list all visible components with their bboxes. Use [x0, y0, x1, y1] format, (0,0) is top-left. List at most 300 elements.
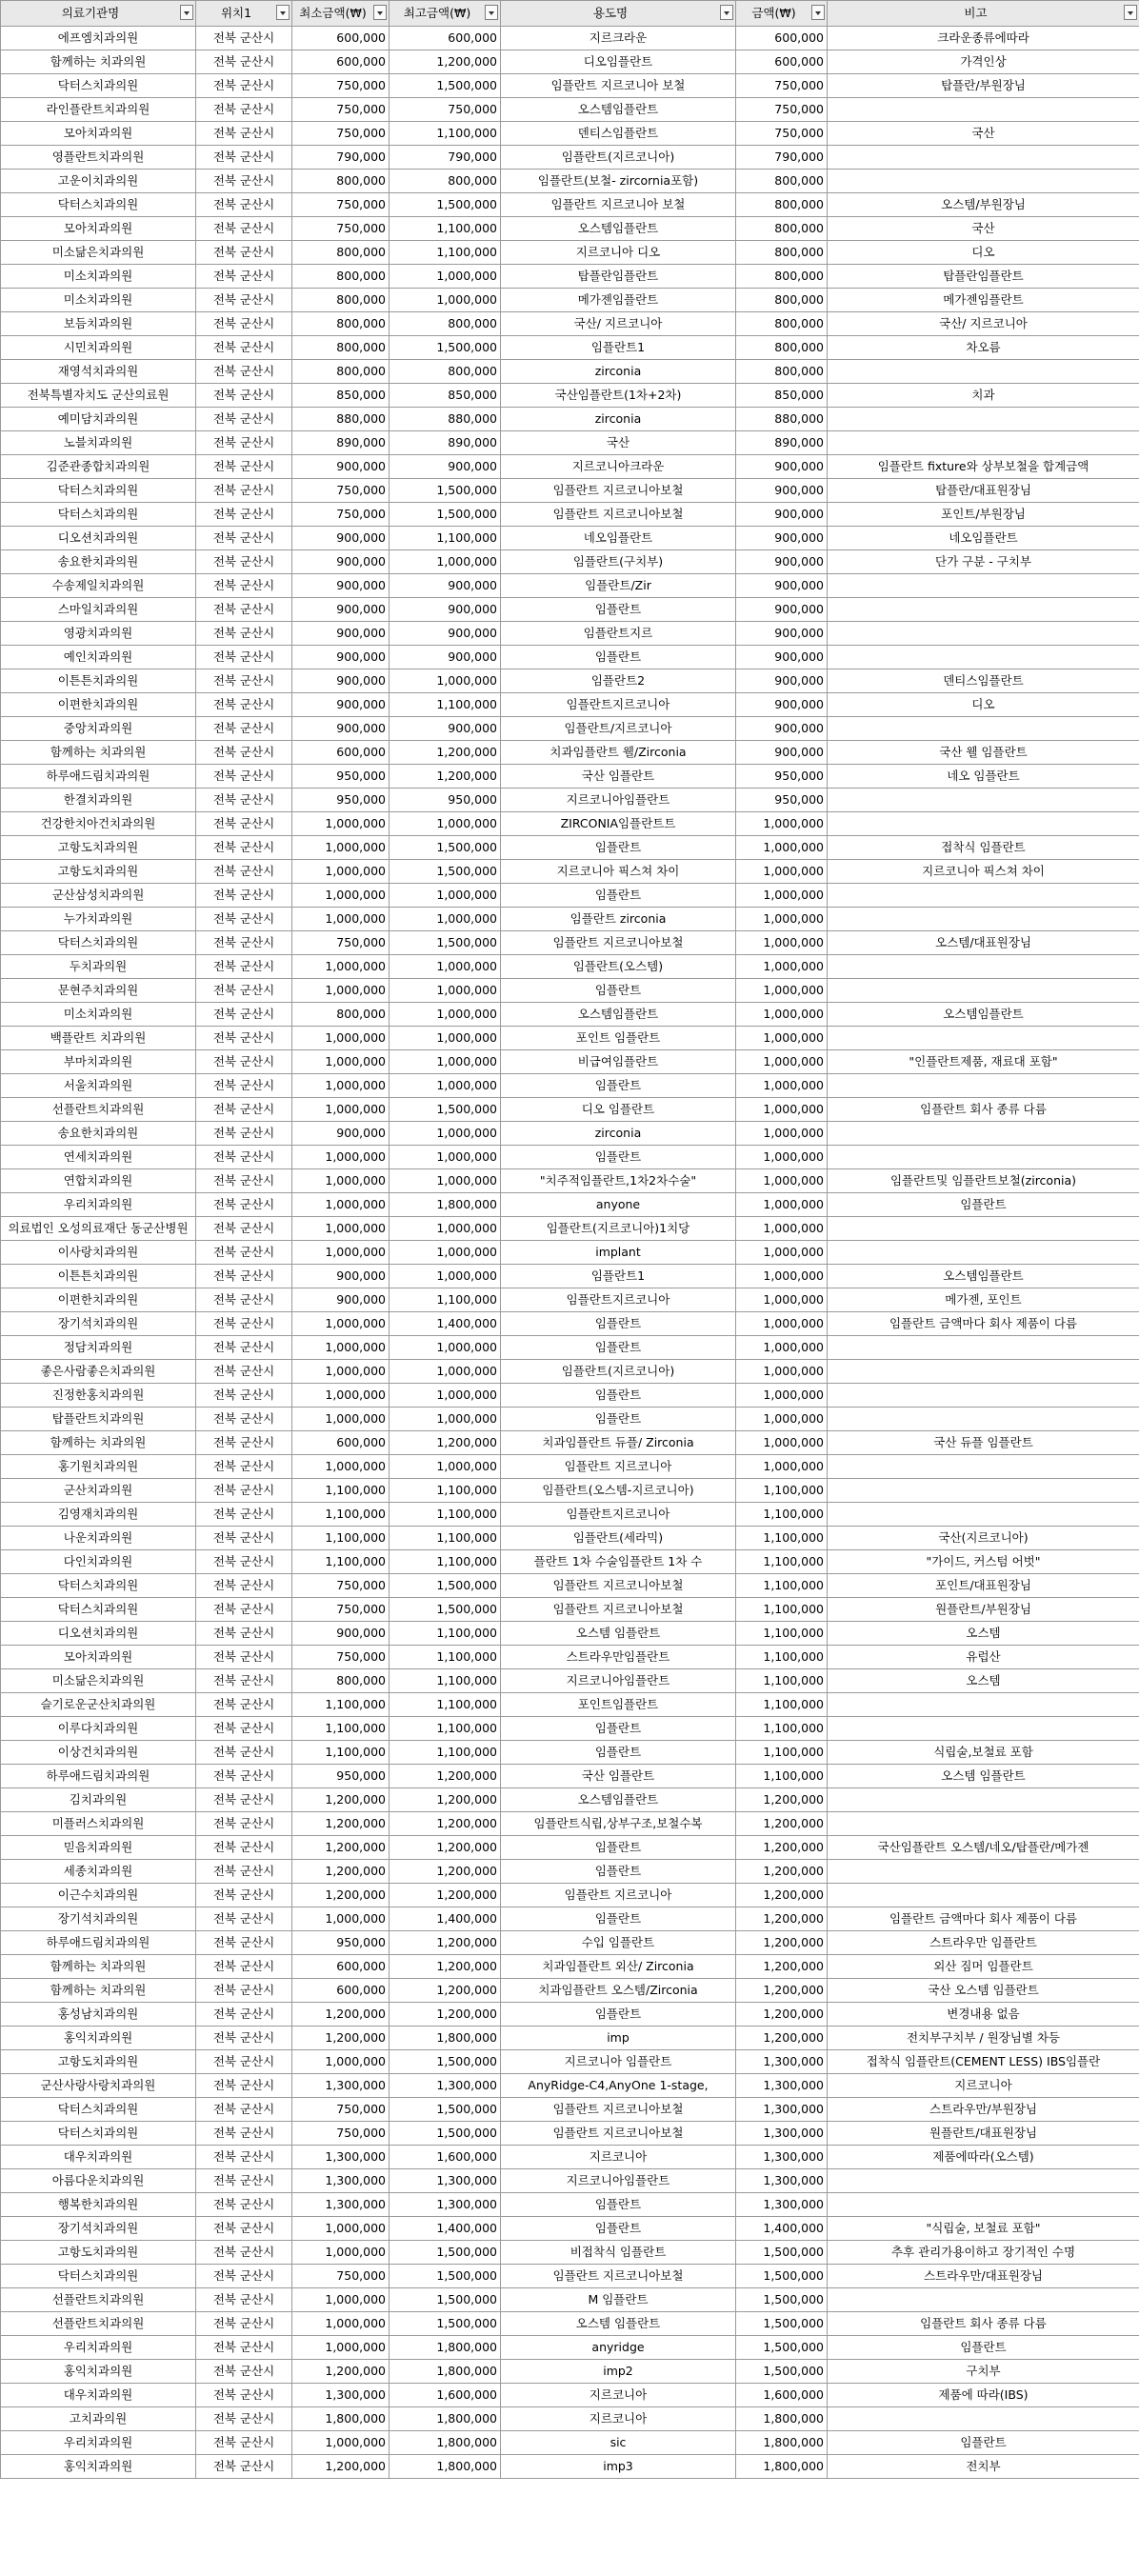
cell-min-price[interactable]: 1,200,000: [292, 1884, 390, 1907]
cell-price[interactable]: 1,000,000: [736, 1217, 828, 1241]
cell-price[interactable]: 800,000: [736, 170, 828, 193]
cell-price[interactable]: 1,000,000: [736, 1408, 828, 1431]
cell-institution[interactable]: 두치과의원: [1, 955, 196, 979]
cell-price[interactable]: 1,200,000: [736, 1884, 828, 1907]
cell-max-price[interactable]: 1,000,000: [390, 1241, 501, 1265]
cell-institution[interactable]: 하루애드림치과의원: [1, 765, 196, 789]
cell-max-price[interactable]: 1,200,000: [390, 2003, 501, 2027]
cell-min-price[interactable]: 600,000: [292, 1431, 390, 1455]
cell-note[interactable]: [828, 812, 1139, 836]
cell-note[interactable]: 오스템임플란트: [828, 1003, 1139, 1027]
cell-location[interactable]: 전북 군산시: [196, 146, 292, 170]
cell-price[interactable]: 1,000,000: [736, 860, 828, 884]
cell-institution[interactable]: 선플란트치과의원: [1, 1098, 196, 1122]
cell-note[interactable]: 원플란트/대표원장님: [828, 2122, 1139, 2146]
cell-institution[interactable]: 디오션치과의원: [1, 527, 196, 550]
cell-usage[interactable]: 국산 임플란트: [501, 765, 736, 789]
cell-max-price[interactable]: 1,100,000: [390, 1550, 501, 1574]
cell-location[interactable]: 전북 군산시: [196, 431, 292, 455]
cell-location[interactable]: 전북 군산시: [196, 908, 292, 931]
cell-location[interactable]: 전북 군산시: [196, 598, 292, 622]
cell-note[interactable]: 지르코니아: [828, 2074, 1139, 2098]
cell-institution[interactable]: 우리치과의원: [1, 2336, 196, 2360]
cell-location[interactable]: 전북 군산시: [196, 1360, 292, 1384]
cell-note[interactable]: [828, 1146, 1139, 1169]
cell-max-price[interactable]: 1,000,000: [390, 669, 501, 693]
cell-note[interactable]: [828, 360, 1139, 384]
cell-price[interactable]: 900,000: [736, 622, 828, 646]
cell-min-price[interactable]: 1,100,000: [292, 1550, 390, 1574]
cell-min-price[interactable]: 750,000: [292, 74, 390, 98]
cell-location[interactable]: 전북 군산시: [196, 2407, 292, 2431]
cell-usage[interactable]: 지르코니아: [501, 2146, 736, 2169]
cell-institution[interactable]: 닥터스치과의원: [1, 503, 196, 527]
cell-min-price[interactable]: 1,000,000: [292, 860, 390, 884]
cell-max-price[interactable]: 750,000: [390, 98, 501, 122]
cell-min-price[interactable]: 1,200,000: [292, 2455, 390, 2479]
cell-min-price[interactable]: 800,000: [292, 1003, 390, 1027]
cell-usage[interactable]: ZIRCONIA임플란트트: [501, 812, 736, 836]
cell-note[interactable]: [828, 1122, 1139, 1146]
cell-institution[interactable]: 고항도치과의원: [1, 2241, 196, 2265]
cell-institution[interactable]: 고운이치과의원: [1, 170, 196, 193]
cell-price[interactable]: 1,200,000: [736, 1812, 828, 1836]
cell-location[interactable]: 전북 군산시: [196, 1408, 292, 1431]
cell-institution[interactable]: 함께하는 치과의원: [1, 1955, 196, 1979]
cell-max-price[interactable]: 1,100,000: [390, 217, 501, 241]
cell-min-price[interactable]: 800,000: [292, 241, 390, 265]
cell-note[interactable]: [828, 789, 1139, 812]
cell-institution[interactable]: 이루다치과의원: [1, 1717, 196, 1741]
cell-price[interactable]: 1,100,000: [736, 1741, 828, 1765]
cell-location[interactable]: 전북 군산시: [196, 2431, 292, 2455]
cell-usage[interactable]: 임플란트(지르코니아): [501, 1360, 736, 1384]
cell-min-price[interactable]: 900,000: [292, 1622, 390, 1646]
cell-max-price[interactable]: 1,000,000: [390, 1217, 501, 1241]
cell-usage[interactable]: 임플란트(지르코니아)1치당: [501, 1217, 736, 1241]
cell-min-price[interactable]: 1,200,000: [292, 2003, 390, 2027]
cell-usage[interactable]: 비접착식 임플란트: [501, 2241, 736, 2265]
cell-min-price[interactable]: 900,000: [292, 550, 390, 574]
cell-location[interactable]: 전북 군산시: [196, 1098, 292, 1122]
cell-max-price[interactable]: 1,200,000: [390, 1955, 501, 1979]
cell-location[interactable]: 전북 군산시: [196, 1193, 292, 1217]
cell-min-price[interactable]: 950,000: [292, 765, 390, 789]
cell-location[interactable]: 전북 군산시: [196, 622, 292, 646]
cell-note[interactable]: [828, 1241, 1139, 1265]
cell-usage[interactable]: 임플란트: [501, 1384, 736, 1408]
cell-max-price[interactable]: 1,300,000: [390, 2169, 501, 2193]
cell-min-price[interactable]: 1,000,000: [292, 979, 390, 1003]
cell-price[interactable]: 600,000: [736, 50, 828, 74]
cell-min-price[interactable]: 1,200,000: [292, 2360, 390, 2384]
cell-institution[interactable]: 중앙치과의원: [1, 717, 196, 741]
cell-institution[interactable]: 장기석치과의원: [1, 1312, 196, 1336]
cell-note[interactable]: [828, 884, 1139, 908]
cell-institution[interactable]: 모아치과의원: [1, 122, 196, 146]
cell-max-price[interactable]: 1,400,000: [390, 2217, 501, 2241]
cell-location[interactable]: 전북 군산시: [196, 1717, 292, 1741]
cell-usage[interactable]: 임플란트: [501, 1717, 736, 1741]
cell-max-price[interactable]: 1,500,000: [390, 2050, 501, 2074]
cell-note[interactable]: 원플란트/부원장님: [828, 1598, 1139, 1622]
cell-note[interactable]: 디오: [828, 241, 1139, 265]
cell-min-price[interactable]: 1,200,000: [292, 1860, 390, 1884]
cell-max-price[interactable]: 1,000,000: [390, 1360, 501, 1384]
cell-min-price[interactable]: 750,000: [292, 1574, 390, 1598]
cell-location[interactable]: 전북 군산시: [196, 931, 292, 955]
cell-note[interactable]: 추후 관리가용이하고 장기적인 수명: [828, 2241, 1139, 2265]
cell-price[interactable]: 1,000,000: [736, 1312, 828, 1336]
cell-min-price[interactable]: 750,000: [292, 2098, 390, 2122]
cell-institution[interactable]: 영광치과의원: [1, 622, 196, 646]
cell-price[interactable]: 1,500,000: [736, 2312, 828, 2336]
cell-note[interactable]: 오스템: [828, 1622, 1139, 1646]
cell-institution[interactable]: 진정한홍치과의원: [1, 1384, 196, 1408]
cell-price[interactable]: 1,100,000: [736, 1527, 828, 1550]
cell-max-price[interactable]: 800,000: [390, 170, 501, 193]
cell-min-price[interactable]: 1,000,000: [292, 1193, 390, 1217]
cell-usage[interactable]: 임플란트: [501, 646, 736, 669]
cell-min-price[interactable]: 1,000,000: [292, 2241, 390, 2265]
cell-usage[interactable]: 국산임플란트(1차+2차): [501, 384, 736, 408]
cell-price[interactable]: 1,000,000: [736, 1384, 828, 1408]
cell-min-price[interactable]: 750,000: [292, 217, 390, 241]
cell-max-price[interactable]: 1,200,000: [390, 1431, 501, 1455]
cell-max-price[interactable]: 1,600,000: [390, 2146, 501, 2169]
cell-max-price[interactable]: 1,000,000: [390, 955, 501, 979]
cell-location[interactable]: 전북 군산시: [196, 1574, 292, 1598]
cell-location[interactable]: 전북 군산시: [196, 74, 292, 98]
cell-usage[interactable]: 임플란트: [501, 1336, 736, 1360]
cell-usage[interactable]: 지르코니아크라운: [501, 455, 736, 479]
cell-price[interactable]: 900,000: [736, 693, 828, 717]
cell-institution[interactable]: 노블치과의원: [1, 431, 196, 455]
cell-price[interactable]: 1,000,000: [736, 884, 828, 908]
cell-price[interactable]: 1,100,000: [736, 1765, 828, 1788]
cell-institution[interactable]: 닥터스치과의원: [1, 2122, 196, 2146]
cell-min-price[interactable]: 1,000,000: [292, 1217, 390, 1241]
cell-min-price[interactable]: 1,000,000: [292, 1336, 390, 1360]
cell-min-price[interactable]: 750,000: [292, 2265, 390, 2288]
cell-note[interactable]: [828, 646, 1139, 669]
cell-institution[interactable]: 미소치과의원: [1, 289, 196, 312]
cell-note[interactable]: 변경내용 없음: [828, 2003, 1139, 2027]
cell-location[interactable]: 전북 군산시: [196, 1455, 292, 1479]
cell-usage[interactable]: 임플란트: [501, 2217, 736, 2241]
cell-institution[interactable]: 부마치과의원: [1, 1050, 196, 1074]
cell-location[interactable]: 전북 군산시: [196, 1479, 292, 1503]
cell-note[interactable]: 디오: [828, 693, 1139, 717]
cell-location[interactable]: 전북 군산시: [196, 884, 292, 908]
cell-location[interactable]: 전북 군산시: [196, 265, 292, 289]
cell-price[interactable]: 1,000,000: [736, 979, 828, 1003]
cell-usage[interactable]: 임플란트 지르코니아보철: [501, 2265, 736, 2288]
cell-note[interactable]: 임플란트및 임플란트보철(zirconia): [828, 1169, 1139, 1193]
cell-note[interactable]: 유럽산: [828, 1646, 1139, 1669]
cell-institution[interactable]: 선플란트치과의원: [1, 2288, 196, 2312]
cell-institution[interactable]: 군산치과의원: [1, 1479, 196, 1503]
cell-location[interactable]: 전북 군산시: [196, 408, 292, 431]
cell-location[interactable]: 전북 군산시: [196, 1765, 292, 1788]
cell-institution[interactable]: 스마일치과의원: [1, 598, 196, 622]
cell-usage[interactable]: AnyRidge-C4,AnyOne 1-stage,: [501, 2074, 736, 2098]
cell-note[interactable]: [828, 574, 1139, 598]
cell-institution[interactable]: 좋은사람좋은치과의원: [1, 1360, 196, 1384]
cell-note[interactable]: [828, 1503, 1139, 1527]
cell-max-price[interactable]: 1,800,000: [390, 2360, 501, 2384]
cell-min-price[interactable]: 750,000: [292, 122, 390, 146]
cell-institution[interactable]: 송요한치과의원: [1, 1122, 196, 1146]
cell-location[interactable]: 전북 군산시: [196, 1074, 292, 1098]
cell-note[interactable]: [828, 1812, 1139, 1836]
cell-institution[interactable]: 모아치과의원: [1, 1646, 196, 1669]
cell-location[interactable]: 전북 군산시: [196, 1169, 292, 1193]
cell-usage[interactable]: 임플란트지르: [501, 622, 736, 646]
cell-price[interactable]: 800,000: [736, 360, 828, 384]
cell-usage[interactable]: 지르코니아 디오: [501, 241, 736, 265]
cell-note[interactable]: 탑플란/대표원장님: [828, 479, 1139, 503]
cell-location[interactable]: 전북 군산시: [196, 1431, 292, 1455]
cell-usage[interactable]: 임플란트: [501, 1074, 736, 1098]
cell-price[interactable]: 750,000: [736, 98, 828, 122]
cell-price[interactable]: 890,000: [736, 431, 828, 455]
cell-max-price[interactable]: 1,800,000: [390, 2027, 501, 2050]
cell-price[interactable]: 800,000: [736, 289, 828, 312]
cell-location[interactable]: 전북 군산시: [196, 2241, 292, 2265]
cell-institution[interactable]: 연합치과의원: [1, 1169, 196, 1193]
cell-institution[interactable]: 함께하는 치과의원: [1, 1979, 196, 2003]
cell-institution[interactable]: 아름다운치과의원: [1, 2169, 196, 2193]
cell-min-price[interactable]: 750,000: [292, 2122, 390, 2146]
cell-note[interactable]: 포인트/대표원장님: [828, 1574, 1139, 1598]
cell-max-price[interactable]: 1,100,000: [390, 1741, 501, 1765]
cell-note[interactable]: 국산(지르코니아): [828, 1527, 1139, 1550]
cell-institution[interactable]: 홍익치과의원: [1, 2027, 196, 2050]
cell-price[interactable]: 880,000: [736, 408, 828, 431]
cell-location[interactable]: 전북 군산시: [196, 1622, 292, 1646]
cell-price[interactable]: 750,000: [736, 74, 828, 98]
cell-max-price[interactable]: 1,500,000: [390, 2098, 501, 2122]
cell-price[interactable]: 1,500,000: [736, 2265, 828, 2288]
cell-min-price[interactable]: 790,000: [292, 146, 390, 170]
cell-max-price[interactable]: 1,600,000: [390, 2384, 501, 2407]
cell-location[interactable]: 전북 군산시: [196, 2288, 292, 2312]
cell-location[interactable]: 전북 군산시: [196, 2312, 292, 2336]
cell-institution[interactable]: 예인치과의원: [1, 646, 196, 669]
cell-max-price[interactable]: 1,800,000: [390, 1193, 501, 1217]
cell-location[interactable]: 전북 군산시: [196, 1122, 292, 1146]
cell-max-price[interactable]: 1,500,000: [390, 931, 501, 955]
cell-max-price[interactable]: 1,200,000: [390, 1765, 501, 1788]
cell-location[interactable]: 전북 군산시: [196, 2122, 292, 2146]
cell-note[interactable]: [828, 1074, 1139, 1098]
cell-institution[interactable]: 장기석치과의원: [1, 1907, 196, 1931]
cell-min-price[interactable]: 900,000: [292, 527, 390, 550]
cell-max-price[interactable]: 1,000,000: [390, 1336, 501, 1360]
cell-institution[interactable]: 디오션치과의원: [1, 1622, 196, 1646]
cell-note[interactable]: 차오름: [828, 336, 1139, 360]
cell-price[interactable]: 850,000: [736, 384, 828, 408]
cell-usage[interactable]: 지르코니아: [501, 2407, 736, 2431]
cell-institution[interactable]: 수송제일치과의원: [1, 574, 196, 598]
cell-institution[interactable]: 김치과의원: [1, 1788, 196, 1812]
cell-max-price[interactable]: 1,100,000: [390, 1503, 501, 1527]
cell-institution[interactable]: 미플러스치과의원: [1, 1812, 196, 1836]
cell-price[interactable]: 1,000,000: [736, 1360, 828, 1384]
cell-location[interactable]: 전북 군산시: [196, 812, 292, 836]
cell-min-price[interactable]: 1,300,000: [292, 2193, 390, 2217]
cell-location[interactable]: 전북 군산시: [196, 527, 292, 550]
cell-note[interactable]: 임플란트 회사 종류 다름: [828, 2312, 1139, 2336]
cell-max-price[interactable]: 1,100,000: [390, 1527, 501, 1550]
cell-max-price[interactable]: 1,100,000: [390, 527, 501, 550]
cell-usage[interactable]: 임플란트 지르코니아보철: [501, 479, 736, 503]
cell-max-price[interactable]: 1,500,000: [390, 503, 501, 527]
cell-price[interactable]: 1,300,000: [736, 2074, 828, 2098]
cell-price[interactable]: 1,100,000: [736, 1479, 828, 1503]
cell-max-price[interactable]: 880,000: [390, 408, 501, 431]
cell-price[interactable]: 950,000: [736, 789, 828, 812]
cell-price[interactable]: 1,100,000: [736, 1574, 828, 1598]
cell-note[interactable]: [828, 1860, 1139, 1884]
cell-institution[interactable]: 건강한치아건치과의원: [1, 812, 196, 836]
cell-note[interactable]: 임플란트: [828, 1193, 1139, 1217]
cell-min-price[interactable]: 1,100,000: [292, 1479, 390, 1503]
cell-min-price[interactable]: 1,000,000: [292, 1074, 390, 1098]
cell-price[interactable]: 900,000: [736, 646, 828, 669]
cell-location[interactable]: 전북 군산시: [196, 741, 292, 765]
cell-max-price[interactable]: 1,200,000: [390, 50, 501, 74]
cell-max-price[interactable]: 900,000: [390, 455, 501, 479]
cell-institution[interactable]: 시민치과의원: [1, 336, 196, 360]
cell-usage[interactable]: 국산 임플란트: [501, 1765, 736, 1788]
cell-min-price[interactable]: 950,000: [292, 789, 390, 812]
cell-note[interactable]: 탑플란임플란트: [828, 265, 1139, 289]
cell-location[interactable]: 전북 군산시: [196, 1646, 292, 1669]
filter-dropdown-icon[interactable]: [811, 5, 825, 20]
cell-price[interactable]: 1,300,000: [736, 2098, 828, 2122]
cell-location[interactable]: 전북 군산시: [196, 836, 292, 860]
cell-price[interactable]: 800,000: [736, 265, 828, 289]
cell-note[interactable]: [828, 146, 1139, 170]
cell-price[interactable]: 1,000,000: [736, 1193, 828, 1217]
cell-usage[interactable]: 임플란트 지르코니아보철: [501, 931, 736, 955]
cell-min-price[interactable]: 750,000: [292, 1646, 390, 1669]
cell-location[interactable]: 전북 군산시: [196, 1788, 292, 1812]
cell-min-price[interactable]: 1,000,000: [292, 836, 390, 860]
cell-location[interactable]: 전북 군산시: [196, 1527, 292, 1550]
cell-location[interactable]: 전북 군산시: [196, 979, 292, 1003]
cell-usage[interactable]: 임플란트: [501, 1408, 736, 1431]
cell-price[interactable]: 800,000: [736, 241, 828, 265]
cell-min-price[interactable]: 1,000,000: [292, 1241, 390, 1265]
cell-max-price[interactable]: 1,500,000: [390, 2265, 501, 2288]
cell-price[interactable]: 1,100,000: [736, 1693, 828, 1717]
cell-min-price[interactable]: 900,000: [292, 455, 390, 479]
cell-location[interactable]: 전북 군산시: [196, 1907, 292, 1931]
cell-institution[interactable]: 미소닮은치과의원: [1, 1669, 196, 1693]
cell-price[interactable]: 900,000: [736, 455, 828, 479]
cell-note[interactable]: 국산 듀플 임플란트: [828, 1431, 1139, 1455]
cell-location[interactable]: 전북 군산시: [196, 1336, 292, 1360]
cell-location[interactable]: 전북 군산시: [196, 193, 292, 217]
cell-institution[interactable]: 닥터스치과의원: [1, 2265, 196, 2288]
cell-note[interactable]: 스트라우만 임플란트: [828, 1931, 1139, 1955]
cell-institution[interactable]: 미소치과의원: [1, 265, 196, 289]
cell-max-price[interactable]: 1,000,000: [390, 979, 501, 1003]
cell-usage[interactable]: 지르코니아: [501, 2384, 736, 2407]
cell-location[interactable]: 전북 군산시: [196, 550, 292, 574]
cell-institution[interactable]: 닥터스치과의원: [1, 1598, 196, 1622]
cell-max-price[interactable]: 1,000,000: [390, 1003, 501, 1027]
cell-institution[interactable]: 백플란트 치과의원: [1, 1027, 196, 1050]
cell-institution[interactable]: 의료법인 오성의료재단 동군산병원: [1, 1217, 196, 1241]
cell-usage[interactable]: 스트라우만임플란트: [501, 1646, 736, 1669]
cell-max-price[interactable]: 1,100,000: [390, 1717, 501, 1741]
cell-location[interactable]: 전북 군산시: [196, 646, 292, 669]
cell-institution[interactable]: 연세치과의원: [1, 1146, 196, 1169]
cell-min-price[interactable]: 900,000: [292, 1265, 390, 1288]
cell-note[interactable]: [828, 408, 1139, 431]
cell-usage[interactable]: 디오임플란트: [501, 50, 736, 74]
cell-max-price[interactable]: 1,200,000: [390, 1788, 501, 1812]
cell-price[interactable]: 1,000,000: [736, 1003, 828, 1027]
cell-institution[interactable]: 미소치과의원: [1, 1003, 196, 1027]
cell-usage[interactable]: 국산/ 지르코니아: [501, 312, 736, 336]
cell-usage[interactable]: 오스템임플란트: [501, 1788, 736, 1812]
cell-max-price[interactable]: 1,200,000: [390, 1836, 501, 1860]
cell-location[interactable]: 전북 군산시: [196, 455, 292, 479]
cell-max-price[interactable]: 1,500,000: [390, 479, 501, 503]
cell-max-price[interactable]: 1,000,000: [390, 1384, 501, 1408]
cell-note[interactable]: [828, 1217, 1139, 1241]
cell-note[interactable]: 오스템/대표원장님: [828, 931, 1139, 955]
cell-usage[interactable]: 국산: [501, 431, 736, 455]
cell-price[interactable]: 800,000: [736, 312, 828, 336]
cell-usage[interactable]: 오스템임플란트: [501, 217, 736, 241]
cell-institution[interactable]: 재영석치과의원: [1, 360, 196, 384]
cell-usage[interactable]: 지르코니아임플란트: [501, 789, 736, 812]
cell-min-price[interactable]: 1,100,000: [292, 1717, 390, 1741]
cell-min-price[interactable]: 900,000: [292, 1288, 390, 1312]
cell-price[interactable]: 1,300,000: [736, 2122, 828, 2146]
cell-usage[interactable]: 임플란트: [501, 1312, 736, 1336]
cell-max-price[interactable]: 1,000,000: [390, 289, 501, 312]
cell-institution[interactable]: 전북특별자치도 군산의료원: [1, 384, 196, 408]
cell-min-price[interactable]: 900,000: [292, 622, 390, 646]
cell-price[interactable]: 1,300,000: [736, 2050, 828, 2074]
filter-dropdown-icon[interactable]: [720, 5, 733, 20]
cell-min-price[interactable]: 1,000,000: [292, 1050, 390, 1074]
cell-usage[interactable]: 임플란트: [501, 1836, 736, 1860]
cell-note[interactable]: [828, 717, 1139, 741]
cell-location[interactable]: 전북 군산시: [196, 479, 292, 503]
cell-note[interactable]: 오스템: [828, 1669, 1139, 1693]
cell-note[interactable]: 지르코니아 픽스쳐 차이: [828, 860, 1139, 884]
cell-note[interactable]: 임플란트: [828, 2431, 1139, 2455]
cell-max-price[interactable]: 1,000,000: [390, 1146, 501, 1169]
cell-price[interactable]: 1,100,000: [736, 1646, 828, 1669]
cell-usage[interactable]: zirconia: [501, 1122, 736, 1146]
cell-min-price[interactable]: 1,000,000: [292, 1312, 390, 1336]
cell-location[interactable]: 전북 군산시: [196, 1146, 292, 1169]
cell-price[interactable]: 1,000,000: [736, 812, 828, 836]
cell-max-price[interactable]: 1,300,000: [390, 2193, 501, 2217]
cell-location[interactable]: 전북 군산시: [196, 1955, 292, 1979]
cell-location[interactable]: 전북 군산시: [196, 2265, 292, 2288]
cell-min-price[interactable]: 800,000: [292, 360, 390, 384]
